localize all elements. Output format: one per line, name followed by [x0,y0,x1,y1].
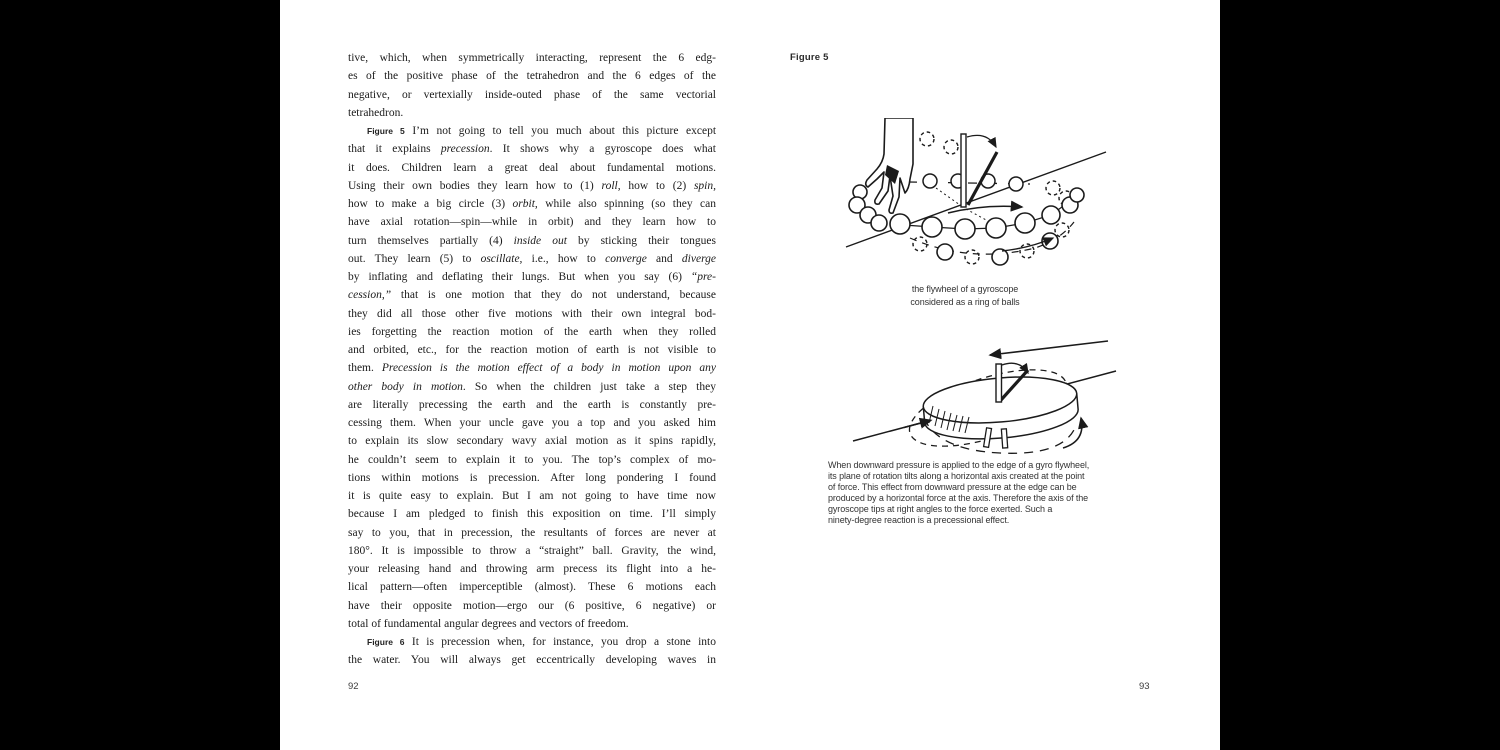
text-line: es of the positive phase of the tetrahedron and the 6 edges of the [348,70,716,83]
text-line: your releasing hand and throwing arm precess its flight into a he- [348,563,716,575]
text-line: 180°. It is impossible to throw a “straight” ball. Gravity, the wind, [348,544,716,557]
caption-line: of force. This effect from downward pressure at the edge can be [828,482,1077,492]
page-92 [280,0,750,750]
text-line: it is quite easy to explain. But I am not going to have time now [348,490,716,502]
text-line: ies forgetting the reaction motion of the earth when they rolled [348,325,716,338]
gyro-disk-drawing [838,328,1128,463]
caption-line: its plane of rotation tilts along a horizontal axis created at the point [828,471,1085,481]
text-line: other body in motion. So when the children just take a step they [348,380,716,393]
caption-line: ninety-degree reaction is a precessional effect. [828,515,1010,525]
caption-line: the flywheel of a gyroscope [911,284,1019,294]
text-line: have their opposite motion—ergo our (6 positive, 6 negative) or [348,599,716,612]
text-line: they did all those other five motions with their own integral bod- [348,307,716,320]
ring-of-balls-illustration [830,118,1112,275]
text-line: negative, or vertexially inside-outed phase of the same vectorial [348,88,716,101]
text-line: tive, which, when symmetrically interacting, represent the 6 edg- [348,52,716,64]
text-line: say to you, that in precession, the resultants of forces are never at [348,526,716,539]
figure-5-label: Figure 5 [790,52,829,63]
text-line: Figure 6 It is precession when, for instance, you drop a stone into [367,636,716,648]
text-line: because I am pledged to finish this exposition on time. I’ll simply [348,508,716,521]
caption-line: considered as a ring of balls [910,297,1020,307]
text-line: Using their own bodies they learn how to (1) roll, how to (2) spin, [348,179,716,192]
text-line: and orbited, etc., for the reaction motion of earth is not visible to [348,344,716,356]
text-line: it does. Children learn a great deal about fundamental motions. [348,161,716,174]
text-line: that it explains precession. It shows why a gyroscope does what [348,143,716,156]
text-line: total of fundamental angular degrees and vectors of freedom. [348,617,629,630]
hand-icon [866,118,913,213]
text-line: tions within motions is precession. After long pondering I found [348,471,716,484]
text-line: he couldn’t seem to explain it to you. The top’s complex of mo- [348,453,716,466]
text-line: tetrahedron. [348,106,404,119]
caption-line: produced by a horizontal force at the axis. Therefore the axis of the [828,493,1089,503]
caption-line: When downward pressure is applied to the edge of a gyro flywheel, [828,460,1090,470]
text-line: cession,” that is one motion that they do not understand, because [348,289,716,302]
text-line: lical pattern—often imperceptible (almost). These 6 motions each [348,581,716,594]
page-number-left: 92 [348,681,359,692]
book-spread [280,0,1220,750]
text-line: are literally precessing the earth and the earth is constantly pre- [348,398,716,411]
gyro-caption [828,460,1140,526]
text-line: them. Precession is the motion effect of a body in motion upon any [348,362,716,375]
page-number-right: 93 [1139,681,1150,692]
caption-line: gyroscope tips at right angles to the force exerted. Such a [828,504,1053,514]
text-line: the water. You will always get eccentrically developing waves in [348,654,716,667]
text-line: turn themselves partially (4) inside out by sticking their tongues [348,234,716,247]
ring-of-balls-drawing [830,118,1112,275]
text-line: by inflating and deflating their lungs. But when you say (6) “pre- [348,271,716,283]
gyro-flywheel-illustration [838,328,1128,463]
text-line: Figure 5 I’m not going to tell you much about this picture except [367,125,717,137]
page-93 [750,0,1220,750]
text-line: have axial rotation—spin—while in orbit) and they learn how to [348,216,716,229]
text-line: cessing them. When your uncle gave you a top and you asked him [348,417,716,429]
ring-caption [830,283,1100,309]
body-text-column [348,49,716,670]
text-line: out. They learn (5) to oscillate, i.e., how to converge and diverge [348,252,716,265]
text-line: to explain its slow secondary wavy axial motion as it spins rapidly, [348,435,716,448]
text-line: how to make a big circle (3) orbit, while also spinning (so they can [348,198,716,210]
